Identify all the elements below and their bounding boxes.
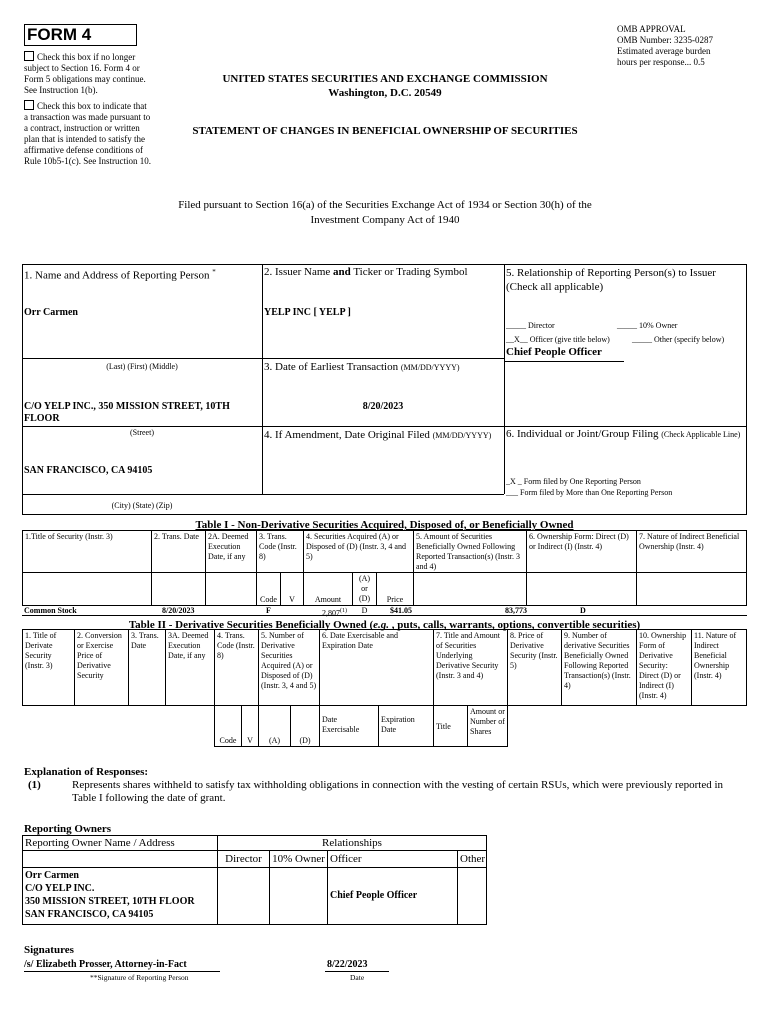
t1-h-title: 1.Title of Security (Instr. 3) [22, 530, 152, 573]
t1-row-form: D [580, 606, 586, 615]
t2-sub-v: V [241, 705, 259, 747]
t2-sub-amount: Amount or Number of Shares [467, 705, 508, 747]
owner-ten-pct-cell [269, 867, 328, 925]
owners-col-name: Reporting Owner Name / Address [22, 835, 218, 851]
checkbox-label: Check this box if no longer subject to Section 16. Form 4 or Form 5 obligations may continue. See Instruction 1(b). [24, 52, 146, 95]
t1-h-deemed: 2A. Deemed Execution Date, if any [205, 530, 257, 573]
reporting-city: SAN FRANCISCO, CA 94105 [24, 465, 153, 476]
box5-label: 5. Relationship of Reporting Person(s) to Issuer (Check all applicable) [506, 267, 716, 293]
t2-h-conversion: 2. Conversion or Exercise Price of Derivative Security [74, 629, 129, 706]
filed-pursuant: Filed pursuant to Section 16(a) of the Securities Exchange Act of 1934 or Section 30(h) of the Investment Company Act of 1940 [178, 199, 592, 226]
t1-sub-code: Code [256, 572, 281, 606]
filed-by-one: _X _ Form filed by One Reporting Person [506, 477, 641, 486]
agency-heading: UNITED STATES SECURITIES AND EXCHANGE COMMISSION Washington, D.C. 20549 [222, 73, 548, 99]
t2-h-owned: 9. Number of derivative Securities Beneficially Owned Following Reported Transaction(s) (Instr. 4) [561, 629, 637, 706]
box3-label: 3. Date of Earliest Transaction (MM/DD/YYYY) [264, 361, 460, 373]
other-option: _____ Other (specify below) [632, 335, 725, 344]
t1-sub-amount: Amount [303, 572, 353, 606]
signer-caption: **Signature of Reporting Person [90, 973, 189, 982]
t1-h-nature: 7. Nature of Indirect Beneficial Ownership (Instr. 4) [636, 530, 747, 573]
t1-row-date: 8/20/2023 [162, 606, 195, 615]
owners-blank [22, 850, 218, 868]
owners-col-relationships: Relationships [217, 835, 487, 851]
t1-sub-blank [413, 572, 527, 606]
t1-h-date: 2. Trans. Date [151, 530, 206, 573]
t1-row-ad: D [361, 606, 368, 615]
t1-row-price: $41.05 [390, 606, 412, 615]
t2-h-form: 10. Ownership Form of Derivative Security: Direct (D) or Indirect (I) (Instr. 4) [636, 629, 692, 706]
t1-sub-blank [205, 572, 257, 606]
t1-row-security: Common Stock [24, 606, 77, 615]
t2-sub-date-ex: Date Exercisable [319, 705, 379, 747]
box1-label: 1. Name and Address of Reporting Person * [24, 268, 216, 282]
owner-name-address: Orr Carmen C/O YELP INC. 350 MISSION STREET, 10TH FLOOR SAN FRANCISCO, CA 94105 [22, 867, 218, 925]
checkbox-no-longer-subject[interactable] [24, 51, 152, 96]
t1-h-form: 6. Ownership Form: Direct (D) or Indirect (I) (Instr. 4) [526, 530, 637, 573]
ten-pct-option: _____ 10% Owner [617, 321, 678, 330]
checkbox-icon[interactable] [24, 100, 34, 110]
explanation-heading: Explanation of Responses: [24, 766, 149, 778]
t1-sub-blank [526, 572, 637, 606]
explanation-text: Represents shares withheld to satisfy tax withholding obligations in connection with the vesting of certain RSUs, which were previously reported in Table I following the date of grant. [72, 779, 724, 804]
box6-label: 6. Individual or Joint/Group Filing (Check Applicable Line) [506, 428, 741, 440]
t1-row-code: F [266, 606, 271, 615]
t2-h-date: 3. Trans. Date [128, 629, 166, 706]
name-caption: (Last) (First) (Middle) [106, 362, 178, 371]
t1-sub-ad: (A) or (D) [352, 572, 377, 606]
t1-row-amount: 2,807$^{(1)}$ [322, 608, 347, 618]
owners-heading: Reporting Owners [24, 823, 112, 835]
earliest-transaction-date: 8/20/2023 [362, 401, 404, 412]
t1-sub-price: Price [376, 572, 414, 606]
statement-title: STATEMENT OF CHANGES IN BENEFICIAL OWNERSHIP OF SECURITIES [192, 125, 578, 137]
filed-by-more: ___ Form filed by More than One Reporting Person [506, 488, 673, 497]
t2-h-code: 4. Trans. Code (Instr. 8) [214, 629, 259, 706]
t2-h-number: 5. Number of Derivative Securities Acquired (A) or Disposed of (D) (Instr. 3, 4 and 5) [258, 629, 320, 706]
t2-sub-code: Code [214, 705, 242, 747]
t1-sub-blank [22, 572, 152, 606]
issuer-name: YELP INC [ YELP ] [264, 307, 351, 318]
city-caption: (City) (State) (Zip) [111, 501, 173, 510]
omb-approval: OMB APPROVAL OMB Number: 3235-0287 Estimated average burden hours per response... 0.5 [617, 24, 713, 67]
form-title: FORM 4 [27, 25, 92, 44]
owners-col-ten-pct: 10% Owner [269, 850, 328, 868]
street-caption: (Street) [130, 428, 154, 437]
signature-date: 8/22/2023 [327, 959, 368, 970]
owners-col-director: Director [217, 850, 270, 868]
reporting-person-name: Orr Carmen [24, 307, 78, 318]
owner-officer-cell: Chief People Officer [327, 867, 458, 925]
officer-option: __X__ Officer (give title below) [506, 335, 610, 344]
box2-label: 2. Issuer Name and Ticker or Trading Symbol [264, 266, 468, 278]
t2-sub-title: Title [433, 705, 468, 747]
form-title-box [24, 24, 137, 46]
t2-h-exercisable: 6. Date Exercisable and Expiration Date [319, 629, 434, 706]
t2-h-deemed: 3A. Deemed Execution Date, if any [165, 629, 215, 706]
box4-label: 4. If Amendment, Date Original Filed (MM/DD/YYYY) [264, 429, 492, 441]
t1-h-code: 3. Trans. Code (Instr. 8) [256, 530, 304, 573]
t1-row-owned: 83,773 [505, 606, 527, 615]
t1-sub-blank [636, 572, 747, 606]
officer-title: Chief People Officer [506, 346, 602, 358]
reporting-street: C/O YELP INC., 350 MISSION STREET, 10TH FLOOR [24, 401, 230, 424]
t1-h-owned: 5. Amount of Securities Beneficially Owned Following Reported Transaction(s) (Instr. 3 and 4) [413, 530, 527, 573]
checkbox-label: Check this box to indicate that a transaction was made pursuant to a contract, instruction or written plan that is intended to satisfy the affirmative defense conditions of Rule 10b5-1(c). See Instruction 10. [24, 101, 151, 166]
date-caption: Date [350, 973, 365, 982]
t2-sub-exp: Expiration Date [378, 705, 434, 747]
owners-col-officer: Officer [327, 850, 458, 868]
t2-h-underlying: 7. Title and Amount of Securities Underlying Derivative Security (Instr. 3 and 4) [433, 629, 508, 706]
owners-col-other: Other [457, 850, 487, 868]
owner-director-cell [217, 867, 270, 925]
table1-title: Table I - Non-Derivative Securities Acquired, Disposed of, or Beneficially Owned [195, 519, 574, 531]
t1-sub-v: V [280, 572, 304, 606]
signer-name: /s/ Elizabeth Prosser, Attorney-in-Fact [24, 959, 187, 970]
explanation-number: (1) [28, 779, 41, 791]
t2-sub-a: (A) [258, 705, 291, 747]
director-option: _____ Director [506, 321, 555, 330]
t2-h-price: 8. Price of Derivative Security (Instr. 5) [507, 629, 562, 706]
t1-sub-blank [151, 572, 206, 606]
table2-title: Table II - Derivative Securities Beneficially Owned (e.g. , puts, calls, warrants, options, convertible securities) [128, 619, 641, 631]
signatures-heading: Signatures [24, 944, 74, 956]
t2-sub-d: (D) [290, 705, 320, 747]
checkbox-icon[interactable] [24, 51, 34, 61]
owner-other-cell [457, 867, 487, 925]
t2-h-title: 1. Title of Derivate Security (Instr. 3) [22, 629, 75, 706]
t2-h-nature: 11. Nature of Indirect Beneficial Ownership (Instr. 4) [691, 629, 747, 706]
t1-h-acquired: 4. Securities Acquired (A) or Disposed of (D) (Instr. 3, 4 and 5) [303, 530, 414, 573]
